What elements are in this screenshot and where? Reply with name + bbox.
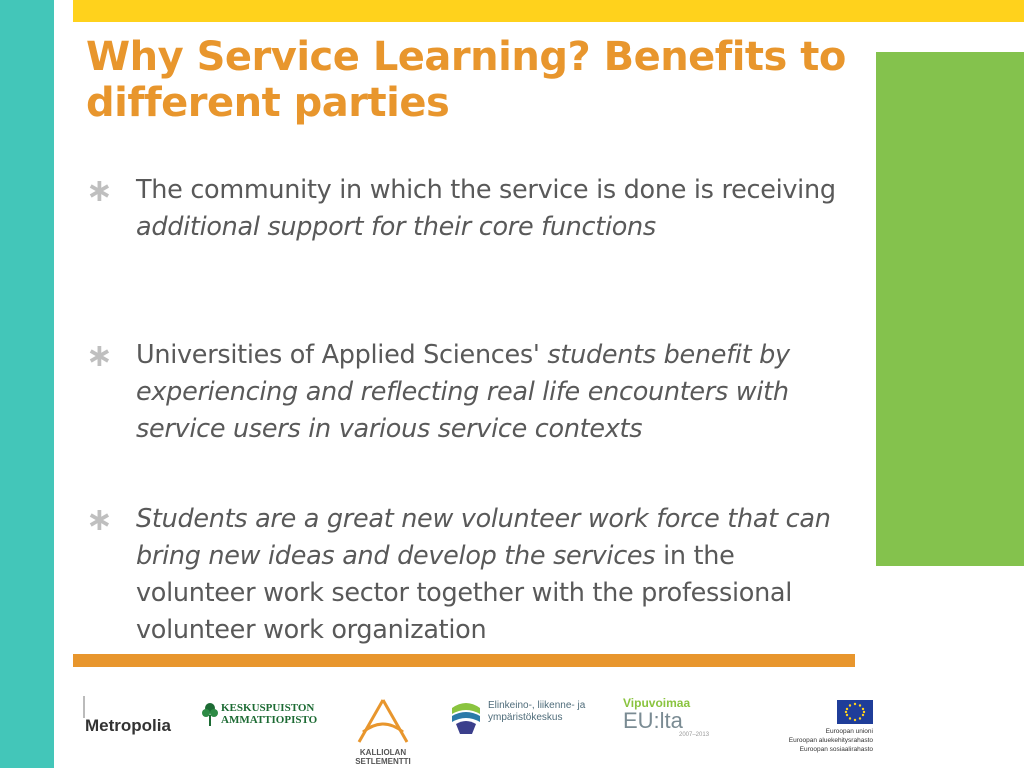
left-accent-bar <box>0 0 54 768</box>
asterisk-bullet-icon: ∗ <box>86 500 113 538</box>
keskuspuisto-line-1: KESKUSPUISTON <box>221 702 315 714</box>
slide-title: Why Service Learning? Benefits to different parties <box>86 34 846 126</box>
kalliola-logo <box>353 696 413 766</box>
keskuspuisto-logo <box>201 702 317 726</box>
tree-icon <box>201 702 219 726</box>
bottom-accent-line <box>73 654 855 667</box>
bullet-text-normal: in the volunteer work sector together with the professional volunteer work organization <box>136 541 793 645</box>
bullet-text-italic: Students are a great new volunteer work force that can bring new ideas and develop the services <box>136 504 831 571</box>
keskuspuisto-line-2: AMMATTIOPISTO <box>221 714 318 726</box>
ely-logo <box>448 700 585 724</box>
vipuvoimaa-line-1: Vipuvoimaa <box>623 696 691 710</box>
bullet-item-community <box>86 172 856 246</box>
bullet-item-universities <box>86 337 856 448</box>
bullet-text-italic: additional support for their core functions <box>136 212 656 242</box>
bullet-text-italic: students benefit by experiencing and reflecting real life encounters with service users in various service contexts <box>136 340 790 444</box>
top-accent-bar <box>73 0 1024 22</box>
ely-emblem-icon <box>448 700 484 736</box>
bullet-text-normal: The community in which the service is done is receiving <box>136 175 836 205</box>
eu-line-1: Euroopan unioni <box>825 728 873 735</box>
ely-line-2: ympäristökeskus <box>488 712 563 723</box>
kalliola-line-1: KALLIOLAN <box>359 748 407 757</box>
bullet-text-normal: Universities of Applied Sciences' <box>136 340 548 370</box>
ely-line-1: Elinkeino-, liikenne- ja <box>488 700 586 711</box>
metropolia-mark-icon <box>83 696 99 718</box>
eu-flag-icon <box>837 700 873 724</box>
metropolia-logo-text: Metropolia <box>85 716 171 735</box>
partner-logos <box>73 690 873 768</box>
vipuvoimaa-line-3: 2007–2013 <box>679 732 710 738</box>
eu-line-3: Euroopan sosiaalirahasto <box>799 746 873 753</box>
eu-logo <box>753 700 873 754</box>
right-accent-block <box>876 52 1024 566</box>
kalliola-emblem-icon <box>353 696 413 746</box>
asterisk-bullet-icon: ∗ <box>86 171 113 209</box>
vipuvoimaa-line-2: EU:lta <box>623 708 683 733</box>
eu-line-2: Euroopan aluekehitysrahasto <box>788 737 873 744</box>
kalliola-line-2: SETLEMENTTI <box>355 757 411 766</box>
bullet-item-students <box>86 501 856 649</box>
asterisk-bullet-icon: ∗ <box>86 336 113 374</box>
metropolia-logo <box>85 716 171 736</box>
vipuvoimaa-logo <box>623 696 709 738</box>
